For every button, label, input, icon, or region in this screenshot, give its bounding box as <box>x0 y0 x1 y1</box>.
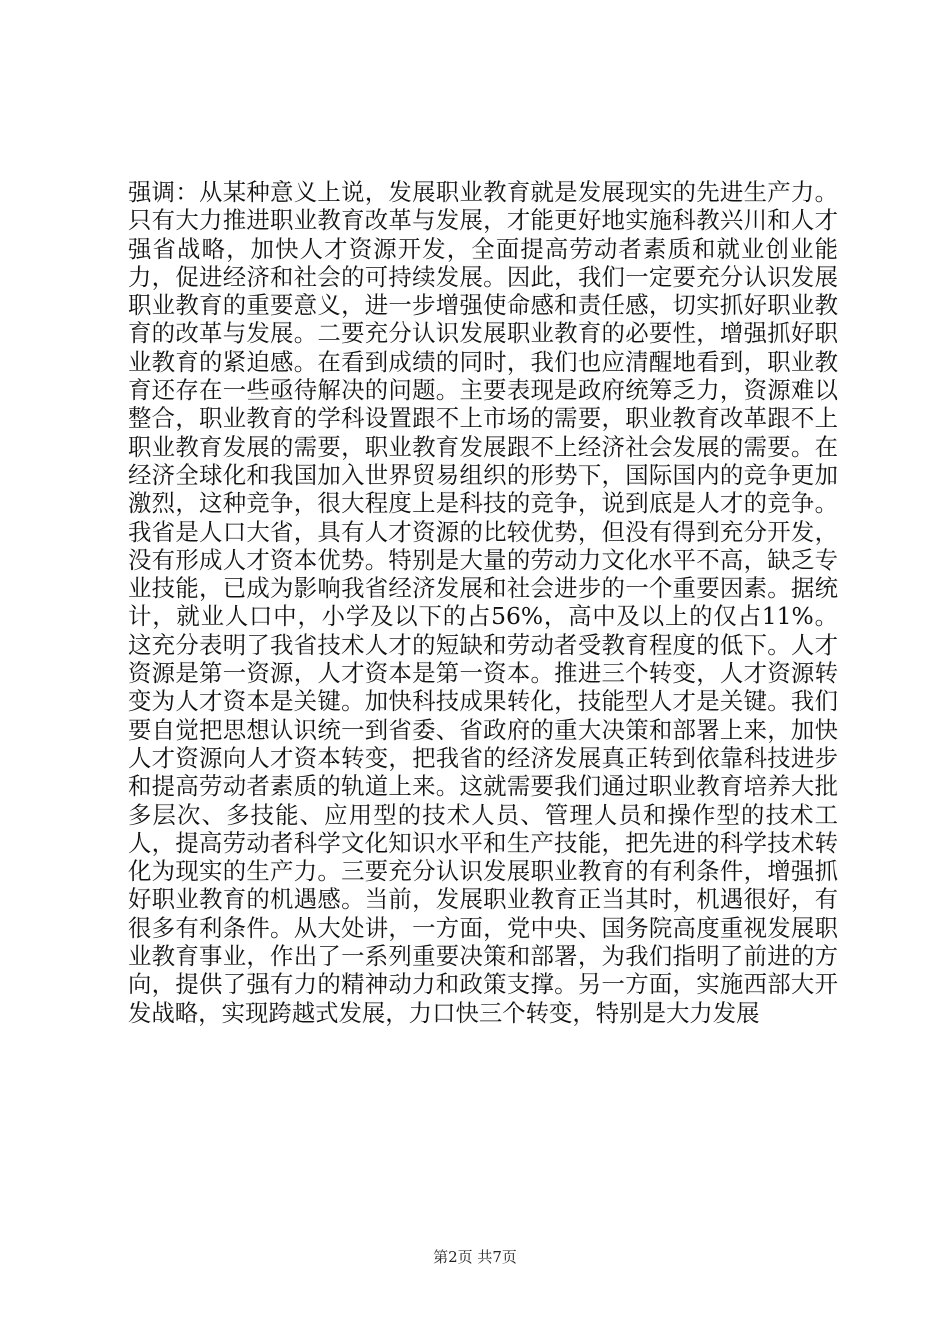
body-paragraph: 强调：从某种意义上说，发展职业教育就是发展现实的先进生产力。只有大力推进职业教育改革与发展，才能更好地实施科教兴川和人才强省战略，加快人才资源开发，全面提高劳动者素质和就业创业能力，促进经济和社会的可持续发展。因此，我们一定要充分认识发展职业教育的重要意义，进一步增强使命感和责任感，切实抓好职业教育的改革与发展。二要充分认识发展职业教育的必要性，增强抓好职业教育的紧迫感。在看到成绩的同时，我们也应清醒地看到，职业教育还存在一些亟待解决的问题。主要表现是政府统筹乏力，资源难以整合，职业教育的学科设置跟不上市场的需要，职业教育改革跟不上职业教育发展的需要，职业教育发展跟不上经济社会发展的需要。在经济全球化和我国加入世界贸易组织的形势下，国际国内的竞争更加激烈，这种竞争，很大程度上是科技的竞争，说到底是人才的竞争。我省是人口大省，具有人才资源的比较优势，但没有得到充分开发，没有形成人才资本优势。特别是大量的劳动力文化水平不高，缺乏专业技能，已成为影响我省经济发展和社会进步的一个重要因素。据统计，就业人口中，小学及以下的占56%，高中及以上的仅占11%。这充分表明了我省技术人才的短缺和劳动者受教育程度的低下。人才资源是第一资源，人才资本是第一资本。推进三个转变，人才资源转变为人才资本是关键。加快科技成果转化，技能型人才是关键。我们要自觉把思想认识统一到省委、省政府的重大决策和部署上来，加快人才资源向人才资本转变，把我省的经济发展真正转到依靠科技进步和提高劳动者素质的轨道上来。这就需要我们通过职业教育培养大批多层次、多技能、应用型的技术人员、管理人员和操作型的技术工人，提高劳动者科学文化知识水平和生产技能，把先进的科学技术转化为现实的生产力。三要充分认识发展职业教育的有利条件，增强抓好职业教育的机遇感。当前，发展职业教育正当其时，机遇很好，有很多有利条件。从大处讲，一方面，党中央、国务院高度重视发展职业教育事业，作出了一系列重要决策和部署，为我们指明了前进的方向，提供了强有力的精神动力和政策支撑。另一方面，实施西部大开发战略，实现跨越式发展，力口快三个转变，特别是大力发展 <box>128 178 838 1027</box>
page-number-footer: 第2页 共7页 <box>433 1248 517 1266</box>
